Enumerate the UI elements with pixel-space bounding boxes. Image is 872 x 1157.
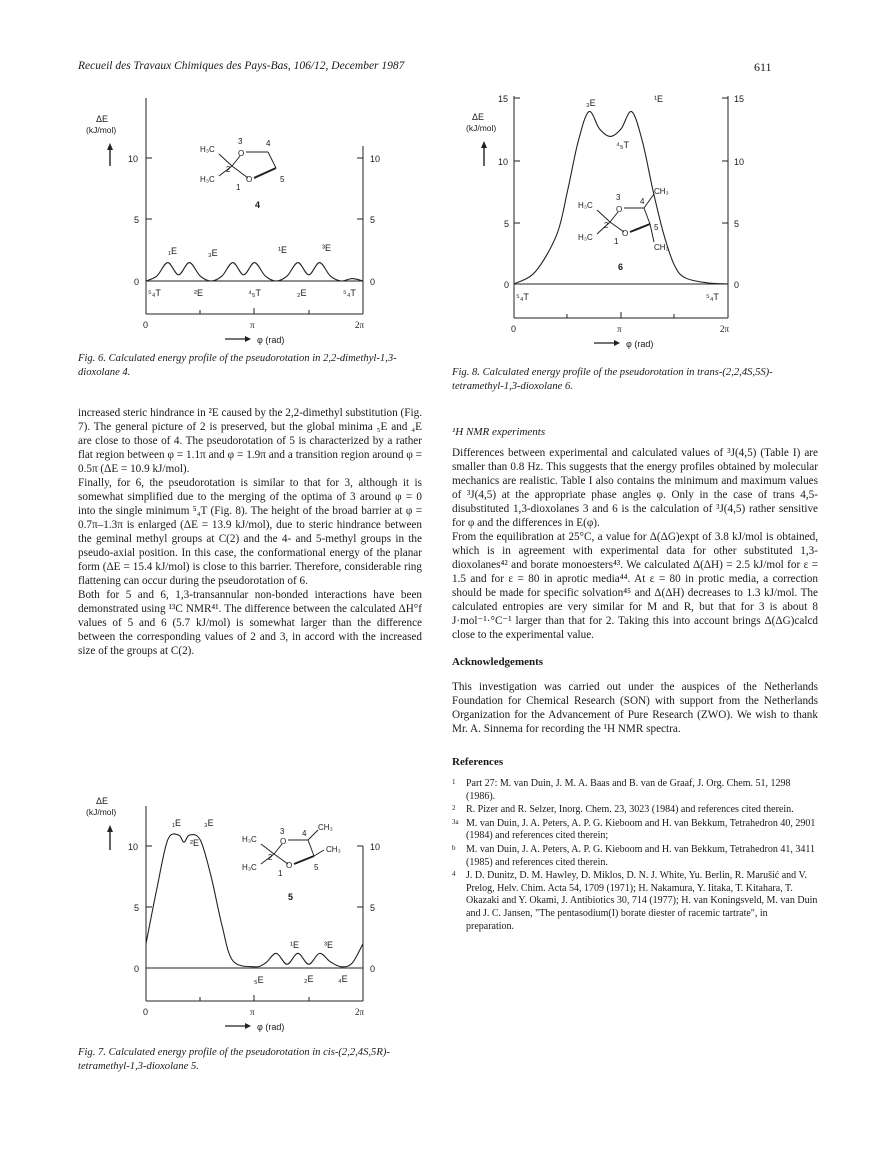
fig7-ytick-right: 0	[370, 964, 376, 974]
reference-item: 3a M. van Duin, J. A. Peters, A. P. G. Kieboom and H. van Bekkum, Tetrahedron 40, 2901 (1984) and references cited therein;	[452, 817, 816, 842]
fig8-xtick: π	[617, 324, 622, 334]
acknowledgements-text: This investigation was carried out under the auspices of the Netherlands Foundation for Chemical Research (SON) with support from the Netherlands Organization for the Advancement of Pure Research (ZWO). We wish to thank Mr. A. Sinnema for recording the ¹H NMR spectra.	[452, 681, 818, 735]
right-column	[452, 426, 818, 934]
fig7-peak-label: ²E	[190, 838, 199, 848]
fig7-xtick: 2π	[355, 1007, 365, 1017]
svg-text:O: O	[246, 175, 253, 184]
fig6-min-label: ₂E	[297, 288, 307, 298]
svg-text:1: 1	[614, 237, 619, 246]
svg-text:5: 5	[280, 175, 285, 184]
fig6-peak-label: ₁E	[168, 246, 178, 256]
svg-text:3: 3	[616, 193, 621, 202]
fig6-xtick: 0	[143, 320, 149, 330]
reference-item: 2 R. Pizer and R. Selzer, Inorg. Chem. 23, 3023 (1984) and references cited therein.	[452, 804, 794, 816]
fig8-min-label: ⁴₅T	[616, 140, 629, 150]
fig6-xlabel: φ (rad)	[257, 335, 285, 345]
svg-text:4: 4	[255, 200, 261, 210]
fig8-ytick: 5	[504, 219, 510, 229]
fig8-ytick: 15	[498, 94, 509, 104]
fig8-peak-label: ¹E	[654, 94, 663, 104]
svg-text:4: 4	[640, 197, 645, 206]
fig6-min-label: ²E	[194, 288, 203, 298]
svg-text:O: O	[616, 205, 623, 214]
fig8-xlabel: φ (rad)	[626, 339, 654, 349]
paragraph: Both for 5 and 6, 1,3-transannular non-bonded interactions have been demonstrated using ¹³C NMR⁴¹. The difference between the calculated ΔH°f values of 5 and 6 (5.7 kJ/mol) is somewhat larger than the difference between the corresponding values of 2 and 3, in accord with the increased size of the groups at C(2).	[78, 589, 422, 657]
svg-text:1: 1	[278, 869, 283, 878]
fig8-ytick-right: 15	[734, 94, 745, 104]
svg-text:5: 5	[314, 863, 319, 872]
left-column-text	[78, 406, 422, 658]
svg-text:H₃C: H₃C	[578, 233, 593, 242]
acknowledgements-heading: Acknowledgements	[452, 656, 544, 668]
fig7-xtick: 0	[143, 1007, 149, 1017]
reference-item: 1 Part 27: M. van Duin, J. M. A. Baas and B. van de Graaf, J. Org. Chem. 51, 1298 (1986).	[452, 778, 791, 802]
fig7-ytick: 10	[128, 842, 139, 852]
fig7-peak-label: ₁E	[172, 818, 182, 828]
fig6-ytick: 10	[128, 154, 139, 164]
svg-text:H₃C: H₃C	[242, 863, 257, 872]
molecule-4	[200, 137, 285, 210]
svg-text:O: O	[286, 861, 293, 870]
svg-text:O: O	[280, 837, 287, 846]
fig8-caption: Fig. 8. Calculated energy profile of the pseudorotation in trans-(2,2,4S,5S)-tetramethyl-1,3-dioxolane 6.	[452, 367, 773, 392]
fig8-peak-label: ₃E	[586, 98, 596, 108]
fig8-ytick: 10	[498, 157, 509, 167]
fig7-min-label: ₄E	[338, 974, 348, 984]
fig7-ytick: 5	[134, 903, 140, 913]
reference-item: 4 J. D. Dunitz, D. M. Hawley, D. Miklos, D. N. J. White, Yu. Berlin, R. Marušić and V. Prelog, Helv. Chim. Acta 54, 1709 (1971); H. Nakamura, Y. Iitaka, T. Kitahara, T. Okazaki and Y. Okami, J. Antibiotics 30, 714 (1977); H. van Koningsveld, M. van Duin and J. C. Jansen, "The pentasodium(I) borate diester of racemic tartrate", in preparation.	[452, 870, 818, 932]
fig8-ylabel-delta: ΔE	[472, 112, 485, 122]
fig7-peak-label: ₃E	[204, 818, 214, 828]
fig6-peak-label: ³E	[322, 243, 331, 253]
fig8-ytick-right: 5	[734, 219, 740, 229]
svg-text:O: O	[238, 149, 245, 158]
fig7-ylabel-unit: (kJ/mol)	[86, 807, 117, 817]
svg-text:H₃C: H₃C	[578, 201, 593, 210]
paragraph: Finally, for 6, the pseudorotation is similar to that for 3, although it is somewhat simplified due to the merging of the optima of 3 around φ = 0 into the single minimum ⁵₄T (Fig. 8). The height of the broad barrier at φ = 0.7π–1.3π is enlarged (ΔE = 13.9 kJ/mol), due to steric hindrance between the geminal methyl groups at C(2) and the 4- and 5-methyl groups in the pseudo-axial position. In this case, the conformational energy of the planar form (ΔE = 15.4 kJ/mol) is close to this barrier. Therefore, considerable ring flattening can occur during the pseudorotation of 6.	[78, 477, 422, 587]
fig8-xtick: 0	[511, 324, 517, 334]
nmr-heading: ¹H NMR experiments	[452, 426, 546, 438]
fig8-ylabel-unit: (kJ/mol)	[466, 123, 497, 133]
fig6-ytick-right: 0	[370, 277, 376, 287]
svg-text:5: 5	[654, 223, 659, 232]
fig6-min-label: ⁴₅T	[248, 288, 261, 298]
svg-text:CH₃: CH₃	[326, 845, 341, 854]
fig6-peak-label: ¹E	[278, 245, 287, 255]
fig7-xlabel: φ (rad)	[257, 1022, 285, 1032]
fig8-min-label: ⁵₄T	[706, 292, 719, 302]
fig8-curve	[514, 111, 728, 284]
fig6-ylabel-delta: ΔE	[96, 114, 109, 124]
svg-text:2: 2	[604, 221, 609, 230]
fig7-ytick-right: 5	[370, 903, 376, 913]
fig6-curve	[146, 263, 363, 281]
fig7-peak-label: ¹E	[290, 940, 299, 950]
paragraph: increased steric hindrance in ²E caused by the 2,2-dimethyl substitution (Fig. 7). The general picture of 2 is preserved, but the global minima ₅E and ₄E are close to those of 4. The pseudorotation of 5 is characterized by a rather flat region between φ = 1.1π and φ = 1.9π and a transition region around φ = 0.5π (ΔE = 10.9 kJ/mol).	[78, 407, 422, 475]
fig6-xtick: 2π	[355, 320, 365, 330]
references-list	[452, 778, 818, 933]
fig8-min-label: ⁵₄T	[516, 292, 529, 302]
fig8-ytick-right: 10	[734, 157, 745, 167]
fig6-xtick: π	[250, 320, 255, 330]
fig7-peak-label: ³E	[324, 940, 333, 950]
fig7-ylabel-delta: ΔE	[96, 796, 109, 806]
svg-text:2: 2	[226, 165, 231, 174]
fig8-ytick-right: 0	[734, 280, 740, 290]
page-number: 611	[754, 60, 772, 74]
fig7-min-label: ₂E	[304, 974, 314, 984]
fig6-caption: Fig. 6. Calculated energy profile of the pseudorotation in 2,2-dimethyl-1,3-dioxolane 4.	[78, 353, 397, 378]
svg-text:H₃C: H₃C	[200, 145, 215, 154]
svg-text:5: 5	[288, 892, 294, 902]
svg-text:4: 4	[266, 139, 271, 148]
molecule-5	[242, 823, 341, 902]
fig7-caption: Fig. 7. Calculated energy profile of the pseudorotation in cis-(2,2,4S,5R)-tetramethyl-1,3-dioxolane 5.	[78, 1047, 390, 1072]
reference-item: b M. van Duin, J. A. Peters, A. P. G. Kieboom and H. van Bekkum, Tetrahedron 41, 3411 (1985) and references cited therein.	[452, 843, 815, 868]
paragraph: Differences between experimental and calculated values of ³J(4,5) (Table I) are smaller than 0.8 Hz. This suggests that the energy profiles obtained by molecular mechanics are realistic. Table I also contains the minimum and maximum values of ³J(4,5) at the appropriate phase angles φ. Only in the case of trans 4,5-disubstituted 1,3-dioxolanes 3 and 6 is the calculation of ³J(4,5) rather sensitive for φ and the differences in E(φ).	[452, 447, 818, 529]
fig7-ytick-right: 10	[370, 842, 381, 852]
fig8-xtick: 2π	[720, 324, 730, 334]
svg-text:1: 1	[236, 183, 241, 192]
svg-text:CH₃: CH₃	[318, 823, 333, 832]
svg-text:3: 3	[238, 137, 243, 146]
svg-text:CH₃: CH₃	[654, 187, 669, 196]
fig6-min-label: ⁵₄T	[148, 288, 161, 298]
svg-text:4: 4	[302, 829, 307, 838]
svg-text:CH₃: CH₃	[654, 243, 669, 252]
svg-text:3: 3	[280, 827, 285, 836]
fig6-ylabel-unit: (kJ/mol)	[86, 125, 117, 135]
fig6-chart	[86, 98, 380, 345]
fig6-min-label: ⁵₄T	[343, 288, 356, 298]
figure-6	[86, 86, 400, 348]
svg-text:H₃C: H₃C	[200, 175, 215, 184]
fig7-xtick: π	[250, 1007, 255, 1017]
journal-header: Recueil des Travaux Chimiques des Pays-Bas, 106/12, December 1987	[78, 60, 405, 72]
references-heading: References	[452, 756, 504, 768]
fig6-ytick-right: 5	[370, 215, 376, 225]
paragraph: From the equilibration at 25°C, a value for Δ(ΔG)expt of 3.8 kJ/mol is obtained, which is in agreement with experimental data for other substituted 1,3-dioxolanes⁴² and borate monoesters⁴³. We calculated Δ(ΔH) = 2.5 kJ/mol for ε = 1.5 and for ε = 80 in aprotic media⁴⁴. At ε = 80 in protic media, a correction should be made for specific solvation⁴⁵ and Δ(ΔH) decreases to 1.3 kJ/mol. The calculated entropies are very similar for M and R, but that for 3 is about 8 J·mol⁻¹·°C⁻¹ larger than that for 2. Taking this into account brings Δ(ΔG)calcd close to the experimental value.	[452, 531, 818, 641]
fig7-min-label: ₅E	[254, 975, 264, 985]
figure-7	[86, 796, 400, 1046]
svg-text:H₃C: H₃C	[242, 835, 257, 844]
fig6-ytick: 5	[134, 215, 140, 225]
fig6-ytick: 0	[134, 277, 140, 287]
fig8-ytick: 0	[504, 280, 510, 290]
figure-8	[466, 86, 794, 356]
svg-text:O: O	[622, 229, 629, 238]
fig6-ytick-right: 10	[370, 154, 381, 164]
fig7-ytick: 0	[134, 964, 140, 974]
svg-text:2: 2	[268, 853, 273, 862]
svg-text:6: 6	[618, 262, 624, 272]
fig6-peak-label: ₃E	[208, 248, 218, 258]
